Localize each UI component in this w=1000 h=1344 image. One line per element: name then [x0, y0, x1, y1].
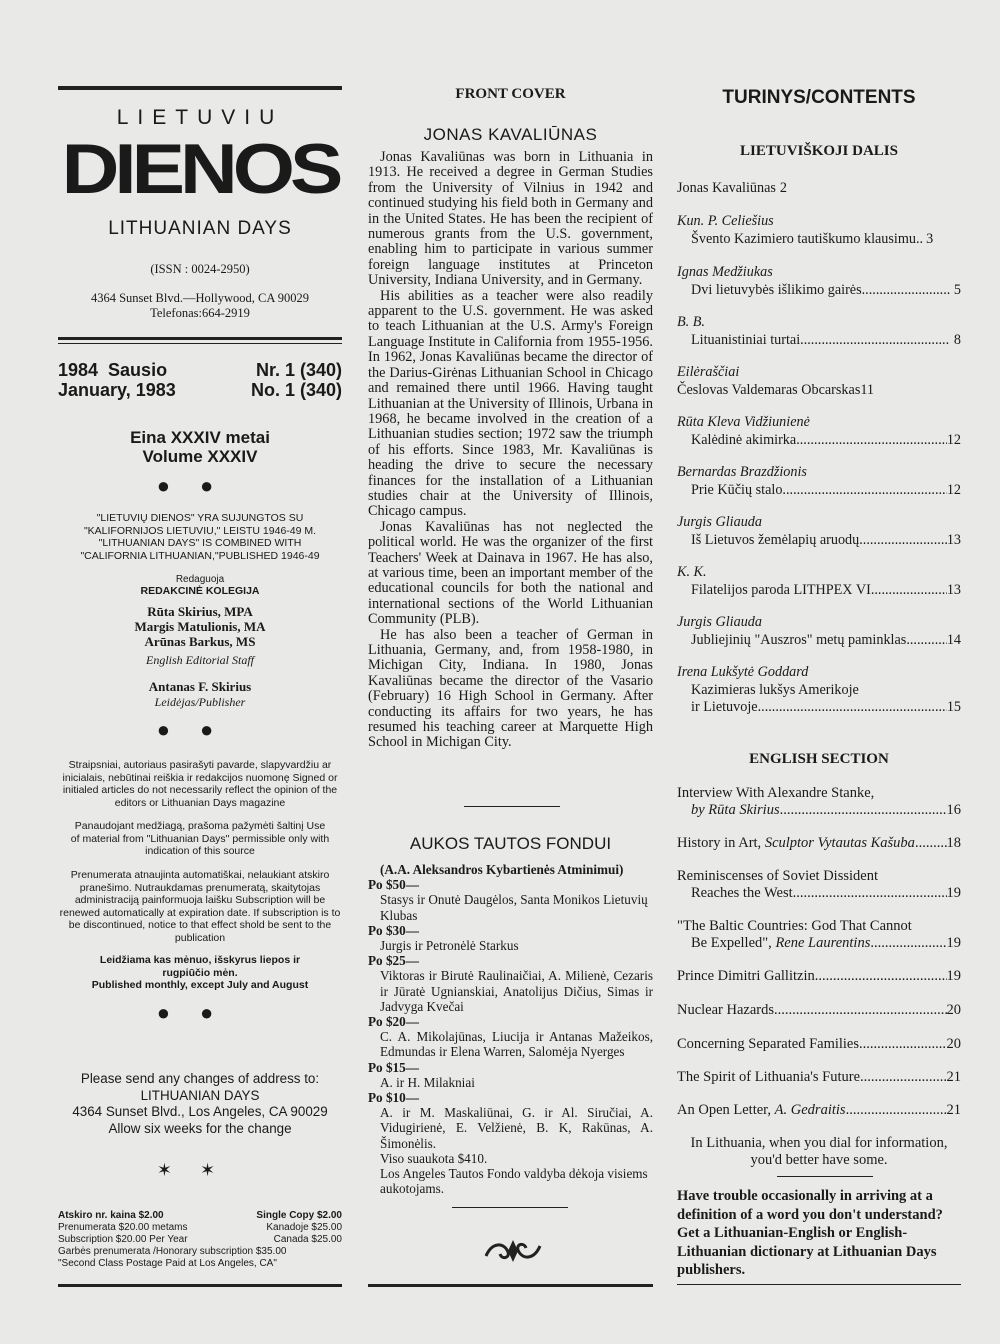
toc-title: Interview With Alexandre Stanke,	[677, 785, 875, 801]
toc-leader	[774, 1002, 946, 1019]
divider-rule-thin	[58, 343, 342, 344]
contents-heading: TURINYS/CONTENTS	[722, 87, 916, 108]
opinion-notice: Straipsniai, autoriaus pasirašyti pavarde, slapyvardžiu ar inicialais, nebūtinai reiškia ir redakcijos nuomonę Signed or initialed articles do not necessarily reflect the opinion of the editors or Lithuanian Days magazine	[62, 759, 338, 809]
address-change-line1: Please send any changes of address to:	[80, 1071, 320, 1086]
donation-amount: Po $10—	[368, 1090, 419, 1106]
toc-leader	[782, 482, 946, 500]
toc-leader	[862, 282, 950, 300]
toc-entry[interactable]	[677, 464, 961, 499]
toc-title: Iš Lietuvos žemėlapių aruodų	[691, 531, 860, 548]
toc-page: 19	[946, 968, 961, 984]
toc-leader	[796, 432, 947, 450]
toc-title: Filatelijos paroda LITHPEX VI	[691, 581, 871, 598]
source-notice: Panaudojant medžiagą, prašoma pažymėti šaltinį Use of material from "Lithuanian Days" permissible only with indication of this source	[70, 820, 330, 857]
toc-page: 16	[946, 802, 961, 818]
toc-entry[interactable]	[677, 1069, 961, 1086]
toc-entry[interactable]	[677, 614, 961, 649]
toc-page: 19	[946, 935, 961, 951]
en-section-heading: ENGLISH SECTION	[749, 751, 889, 767]
bottom-rule	[677, 1284, 961, 1285]
toc-page: 13	[946, 531, 961, 548]
donations-list	[368, 862, 653, 1196]
toc-entry[interactable]	[677, 968, 961, 985]
publisher-name: Antanas F. Skirius	[148, 679, 252, 694]
toc-author: Jurgis Gliauda	[677, 514, 762, 530]
toc-page: 5	[953, 281, 961, 298]
postage-note: "Second Class Postage Paid at Los Angeles, CA"	[58, 1258, 277, 1269]
toc-page: 19	[946, 885, 961, 901]
donation-amount: Po $50—	[368, 877, 419, 893]
filler-joke: In Lithuania, when you dial for information, you'd better have some.	[690, 1135, 948, 1168]
donation-names: Stasys ir Onutė Daugėlos, Santa Monikos Lietuvių Klubas	[380, 892, 648, 923]
toc-title: Prince Dimitri Gallitzin	[677, 968, 815, 984]
merge-note: "LIETUVIŲ DIENOS" YRA SUJUNGTOS SU "KALIFORNIJOS LIETUVIU," LEISTU 1946-49 M. "LITHUANIAN DAYS" IS COMBINED WITH "CALIFORNIA LITHUANIAN,"PUBLISHED 1946-49	[80, 512, 320, 562]
toc-author: Rūta Kleva Vidžiunienė	[677, 414, 810, 430]
toc-entry[interactable]	[677, 514, 961, 549]
donation-names: C. A. Mikolajūnas, Liucija ir Antanas Mažeikos, Edmundas ir Elena Warren, Salomėja Nyerges	[380, 1029, 653, 1060]
price-single-lt: Atskiro nr. kaina $2.00	[58, 1210, 164, 1221]
issue-date-lt: 1984 Sausio	[58, 360, 168, 380]
toc-author: Rene Laurentins	[775, 935, 871, 951]
toc-author: K. K.	[677, 564, 707, 580]
bullet-ornament: ●●	[156, 717, 244, 742]
toc-title: Jonas Kavaliūnas	[677, 180, 776, 196]
donation-names: A. ir H. Milakniai	[380, 1074, 475, 1090]
toc-page: 18	[946, 835, 961, 851]
issue-date-en: January, 1983	[58, 380, 176, 400]
toc-author: Jurgis Gliauda	[677, 614, 762, 630]
price-sub-en: Subscription $20.00 Per Year	[58, 1234, 188, 1245]
issue-number-en: No. 1 (340)	[250, 380, 342, 400]
bottom-rule	[58, 1284, 342, 1287]
dictionary-ad: Have trouble occasionally in arriving at a definition of a word you don't understand? Get a Lithuanian-English or English-Lithuanian dictionary at Lithuanian Days publishers.	[677, 1188, 943, 1278]
toc-title: Nuclear Hazards	[677, 1002, 775, 1018]
toc-title: Jubliejinių "Auszros" metų paminklas	[691, 631, 907, 648]
toc-author: Sculptor Vytautas Kašuba	[764, 835, 915, 851]
toc-title-cont: Reaches the West	[691, 885, 793, 901]
subscription-notice: Prenumerata atnaujinta automatiškai, nelaukiant atskiro pranešimo. Nutraukdamas prenumeratą, skaitytojas administraciją painformuoja laišku Subscription will be renewed automatically at expiration date. If subscription is to be discontinued, notice to that effect shold be sent to the publication	[59, 869, 341, 944]
toc-leader	[780, 802, 947, 819]
donation-amount: Po $30—	[368, 922, 419, 938]
donation-thanks: Los Angeles Tautos Fondo valdyba dėkoja visiems aukotojams.	[380, 1166, 648, 1197]
editorial-board: REDAKCINĖ KOLEGIJA	[140, 585, 260, 597]
toc-entry[interactable]	[677, 1102, 961, 1119]
toc-page: 2	[779, 180, 787, 196]
toc-leader	[860, 1069, 946, 1086]
donations-heading: AUKOS TAUTOS FONDUI	[409, 834, 612, 853]
toc-entry[interactable]	[677, 364, 961, 399]
toc-title: "The Baltic Countries: God That Cannot	[677, 918, 912, 934]
toc-title: Concerning Separated Families	[677, 1036, 860, 1052]
toc-leader	[800, 332, 950, 350]
toc-entry[interactable]	[677, 918, 961, 952]
toc-page: 20	[946, 1002, 961, 1018]
toc-page: 12	[946, 431, 961, 448]
volume-en: Volume XXXIV	[142, 447, 258, 466]
price-canada-en: Canada $25.00	[273, 1234, 342, 1245]
donation-amount: Po $15—	[368, 1059, 419, 1075]
publisher-label: Leidėjas/Publisher	[154, 695, 246, 709]
toc-page: 11	[860, 381, 875, 398]
toc-leader	[815, 968, 947, 985]
toc-author: by Rūta Skirius	[691, 802, 780, 818]
filler-rule	[777, 1176, 873, 1177]
toc-entry[interactable]	[677, 1036, 961, 1053]
editor-1: Rūta Skirius, MPA	[147, 604, 253, 619]
toc-leader	[906, 632, 947, 650]
issue-info	[58, 360, 342, 400]
article-paragraph: Jonas Kavaliūnas has not neglected the political world. He was the organizer of the first Teachers' Week at Dainava in 1967. He has also, at various time, been an important member of the educational councils for both the national and international sections of the World Lithuanian Community (PLB).	[368, 518, 653, 628]
toc-author: Kun. P. Celiešius	[677, 213, 774, 229]
toc-title-cont: Be Expelled",	[691, 935, 776, 951]
toc-entry[interactable]	[677, 1002, 961, 1019]
monthly-notice-lt: Leidžiama kas mėnuo, išskyrus liepos ir rugpiūčio mėn.	[99, 954, 301, 979]
toc-author: Ignas Medžiukas	[677, 264, 773, 280]
toc-entry[interactable]	[677, 835, 961, 852]
masthead-kicker: LIETUVIU	[116, 106, 284, 129]
toc-page: 3	[926, 230, 934, 247]
toc-entry[interactable]	[677, 414, 961, 449]
divider-rule	[58, 337, 342, 340]
toc-leader	[793, 885, 947, 902]
toc-title: Kazimieras lukšys Amerikoje	[691, 681, 859, 698]
toc-leader	[915, 835, 947, 852]
toc-title: Prie Kūčių stalo	[691, 481, 783, 498]
toc-leader	[758, 699, 947, 717]
toc-title: Reminiscenses of Soviet Dissident	[677, 868, 878, 884]
toc-page: 12	[946, 481, 961, 498]
toc-author: Irena Lukšytė Goddard	[677, 664, 809, 680]
monthly-notice-en: Published monthly, except July and August	[91, 979, 309, 991]
front-cover-name: JONAS KAVALIŪNAS	[423, 125, 598, 144]
toc-entry[interactable]	[677, 868, 961, 902]
toc-leader	[870, 935, 946, 952]
toc-author: A. Gedraitis	[774, 1102, 846, 1118]
toc-page: 14	[946, 631, 961, 648]
toc-title-cont: ir Lietuvoje	[691, 699, 758, 716]
toc-author: B. B.	[677, 314, 705, 330]
article-paragraph: His abilities as a teacher were also readily apparent to the U.S. government. He was asked to teach Lithuanian at the U.S. Army's Foreign Language Institute in California from 1955-1956. In 1962, Jonas Kavaliūnas became the director of the Darius-Girėnas Lithuanian School in Chicago and remained there until 1966. Having taught Lithuanian at the University of Illinois, Urbana in 1968, he became involved in the creation of a Lithuanian studies section; 1972 saw the triumph of his efforts. Since 1983, Mr. Kavaliūnas is heading the drive to secure the necessary finances for the installation of a Lithuanian studies chair at the University of Illinois, Chicago campus.	[368, 287, 653, 520]
toc-leader	[871, 582, 947, 600]
donation-amount: Po $25—	[368, 953, 419, 969]
address-change-line3: 4364 Sunset Blvd., Los Angeles, CA 90029	[72, 1104, 328, 1119]
toc-page: 8	[953, 331, 961, 348]
toc-title: Lituanistiniai turtai	[691, 331, 801, 348]
toc-page: 15	[946, 699, 961, 716]
staff-label: English Editorial Staff	[145, 653, 254, 667]
volume-lt: Eina XXXIV metai	[130, 428, 270, 447]
toc-page: 21	[946, 1069, 961, 1085]
edited-by: Redaguoja	[175, 574, 225, 585]
price-honorary: Garbės prenumerata /Honorary subscription $35.00	[58, 1246, 287, 1257]
price-table	[58, 1210, 342, 1270]
toc-entry[interactable]	[677, 264, 961, 299]
editorial-members	[58, 604, 342, 649]
toc-entry[interactable]	[677, 180, 961, 198]
bullet-ornament: ●●	[156, 1000, 244, 1025]
toc-page: 13	[946, 581, 961, 598]
toc-leader	[859, 532, 947, 550]
toc-title: An Open Letter,	[677, 1102, 775, 1118]
donations-subheading: (A.A. Aleksandros Kybartienės Atminimui)	[380, 862, 624, 877]
toc-title: The Spirit of Lithuania's Future	[677, 1069, 861, 1085]
price-canada-lt: Kanadoje $25.00	[266, 1222, 342, 1233]
issn: (ISSN : 0024-2950)	[150, 262, 250, 276]
toc-leader	[846, 1102, 947, 1119]
top-rule	[58, 86, 342, 90]
masthead-title: DIENOS	[61, 129, 339, 208]
address-change-line4: Allow six weeks for the change	[108, 1120, 292, 1136]
toc-entry[interactable]	[677, 314, 961, 349]
toc-title: Kalėdinė akimirka	[691, 431, 797, 448]
star-ornament: ✶✶	[156, 1160, 244, 1180]
price-sub-lt: Prenumerata $20.00 metams	[58, 1222, 188, 1233]
toc-entry[interactable]	[677, 564, 961, 599]
toc-author: Bernardas Brazdžionis	[677, 464, 807, 480]
article-paragraph: Jonas Kavaliūnas was born in Lithuania in 1913. He received a degree in German Studies from the University of Vilnius in 1942 and continued studying his field both in Germany and in the United States. He has been the recipient of numerous grants from the U.S. government, enabling him to participate in various summer foreign language institutes at Princeton University, Indiana University, and in Germany.	[368, 149, 653, 289]
editor-2: Margis Matulionis, MA	[134, 619, 266, 634]
donation-names: Jurgis ir Petronėlė Starkus	[380, 938, 519, 954]
bullet-ornament: ●●	[156, 473, 244, 498]
editor-3: Arūnas Barkus, MS	[144, 634, 256, 649]
toc-title: Dvi lietuvybės išlikimo gairės	[691, 281, 862, 298]
article-end-rule	[464, 806, 560, 807]
toc-title: Švento Kazimiero tautiškumo klausimu..	[691, 230, 924, 247]
front-cover-article	[368, 150, 653, 751]
toc-entry[interactable]	[677, 785, 961, 819]
article-paragraph: He has also been a teacher of German in Lithuania, Germany, and, from 1958-1980, in Michigan City, Indiana. In 1980, Jonas Kavaliūnas became the director of the Vasario (February) 16 High School in Germany. After conducting its affairs for two years, he has resumed his teaching career at Marquette High School in Michigan City.	[368, 626, 653, 751]
donation-names: A. ir M. Maskaliūnai, G. ir Al. Siručiai, A. Vidugirienė, E. Velžienė, B. K, Rakūnas, A. Šimonėlis.	[380, 1105, 653, 1151]
donation-amount: Po $20—	[368, 1014, 419, 1030]
ornament-icon	[482, 1236, 544, 1266]
phone: Telefonas:664-2919	[150, 306, 250, 320]
address: 4364 Sunset Blvd.—Hollywood, CA 90029	[90, 291, 310, 305]
toc-page: 21	[946, 1102, 961, 1118]
toc-title: History in Art,	[677, 835, 765, 851]
front-cover-heading: FRONT COVER	[455, 86, 566, 102]
issue-number-lt: Nr. 1 (340)	[255, 360, 342, 380]
toc-title: Česlovas Valdemaras Obcarskas	[677, 381, 861, 398]
masthead-subtitle: LITHUANIAN DAYS	[108, 218, 292, 239]
price-single-en: Single Copy $2.00	[256, 1210, 342, 1221]
lt-section-heading: LIETUVIŠKOJI DALIS	[740, 143, 898, 159]
address-change	[58, 1071, 342, 1137]
toc-leader	[859, 1036, 946, 1053]
bottom-rule	[368, 1284, 653, 1287]
address-change-line2: LITHUANIAN DAYS	[140, 1087, 260, 1103]
donation-names: Viktoras ir Birutė Raulinaičiai, A. Milienė, Cezaris ir Jūratė Ugnianskiai, Anatolijus Dičius, Simas ir Jadvyga Kvečai	[380, 968, 653, 1014]
donation-total: Viso suaukota $410.	[380, 1150, 488, 1166]
toc-entry[interactable]	[677, 664, 961, 717]
donations-end-rule	[452, 1207, 568, 1208]
toc-entry[interactable]	[677, 213, 961, 248]
toc-author: Eilėraščiai	[677, 364, 740, 380]
toc-page: 20	[946, 1036, 961, 1052]
